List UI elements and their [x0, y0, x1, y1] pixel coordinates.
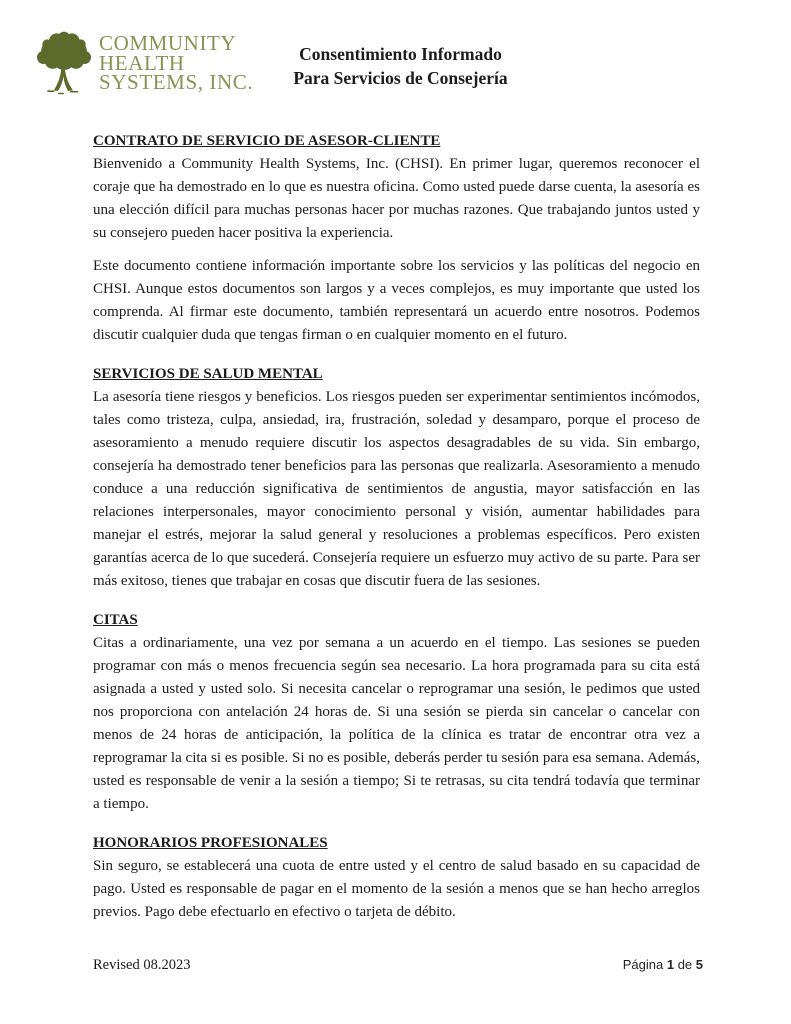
- paragraph: La asesoría tiene riesgos y beneficios. Los riesgos pueden ser experimentar sentimientos incómodos, tales como tristeza, culpa, ansiedad, ira, frustración, soledad y desamparo, porque el proceso de asesoramiento a menudo requiere discutir los aspectos desagradables de su vida. Sin embargo, consejería ha demostrado tener beneficios para las personas que realizarla. Asesoramiento a menudo conduce a una reducción significativa de sentimientos de angustia, mayor satisfacción en las relaciones interpersonales, mayor conocimiento personal y visión, aumentar habilidades para manejar el estrés, mejorar la salud general y resoluciones a problemas específicos. Pero existen garantías acerca de lo que sucederá. Consejería requiere un esfuerzo muy activo de su parte. Para ser más exitoso, tienes que trabajar en cosas que discutir fuera de las sesiones.: [93, 389, 700, 589]
- document-title: [5, 42, 791, 90]
- paragraph: Este documento contiene información importante sobre los servicios y las políticas del negocio en CHSI. Aunque estos documentos son largos y a veces complejos, es muy importante que usted los comprenda. Al firmar este documento, también representará un acuerdo entre nosotros. Podemos discutir cualquier duda que tengas firman o en cualquier momento en el futuro.: [93, 258, 700, 343]
- section-heading: CONTRATO DE SERVICIO DE ASESOR-CLIENTE: [93, 133, 441, 149]
- document-section: [93, 832, 700, 924]
- section-heading: SERVICIOS DE SALUD MENTAL: [93, 366, 323, 382]
- section-heading: CITAS: [93, 612, 138, 628]
- page-of-label: de: [674, 957, 696, 972]
- page-number: 1: [666, 957, 675, 972]
- company-name-line1: COMMUNITY: [99, 31, 237, 55]
- page-total: 5: [695, 957, 703, 972]
- page-indicator: [623, 957, 703, 972]
- document-body: [93, 130, 700, 934]
- document-section: [93, 363, 700, 593]
- section-heading: HONORARIOS PROFESIONALES: [93, 835, 328, 851]
- paragraph: Citas a ordinariamente, una vez por semana a un acuerdo en el tiempo. Las sesiones se pueden programar con más o menos frecuencia según sea necesario. La hora programada para su cita está asignada a usted y usted solo. Si necesita cancelar o reprogramar una sesión, le pedimos que usted nos proporciona con antelación 24 horas de. Si una sesión se pierda sin cancelar o cancelar con menos de 24 horas de anticipación, la política de la clínica es tratar de encontrar otra vez a reprogramar la cita si es posible. Si no es posible, deberás perder tu sesión para esa semana. Además, usted es responsable de venir a la sesión a tiempo; Si te retrasas, su cita tendrá todavía que terminar a tiempo.: [93, 635, 700, 812]
- paragraph: Sin seguro, se establecerá una cuota de entre usted y el centro de salud basado en su capacidad de pago. Usted es responsable de pagar en el momento de la sesión a menos que se han hecho arreglos previos. Pago debe efectuarlo en efectivo o tarjeta de débito.: [93, 858, 700, 920]
- revision-date: Revised 08.2023: [93, 957, 191, 973]
- document-title-line2: Para Servicios de Consejería: [293, 68, 508, 88]
- document-section: [93, 609, 700, 816]
- document-section: [93, 130, 700, 347]
- paragraph: Bienvenido a Community Health Systems, Inc. (CHSI). En primer lugar, queremos reconocer el coraje que ha demostrado en lo que es nuestra oficina. Como usted puede darse cuenta, la asesoría es una elección difícil para muchas personas hacer por muchas razones. Que trabajando juntos usted y su consejero pueden hacer positiva la experiencia.: [93, 156, 700, 241]
- company-name-line3: SYSTEMS, INC.: [99, 70, 254, 94]
- company-name-line2: HEALTH: [99, 50, 185, 75]
- document-title-line1: Consentimiento Informado: [299, 44, 502, 64]
- document-footer: [93, 957, 703, 974]
- page-label: Página: [622, 957, 667, 972]
